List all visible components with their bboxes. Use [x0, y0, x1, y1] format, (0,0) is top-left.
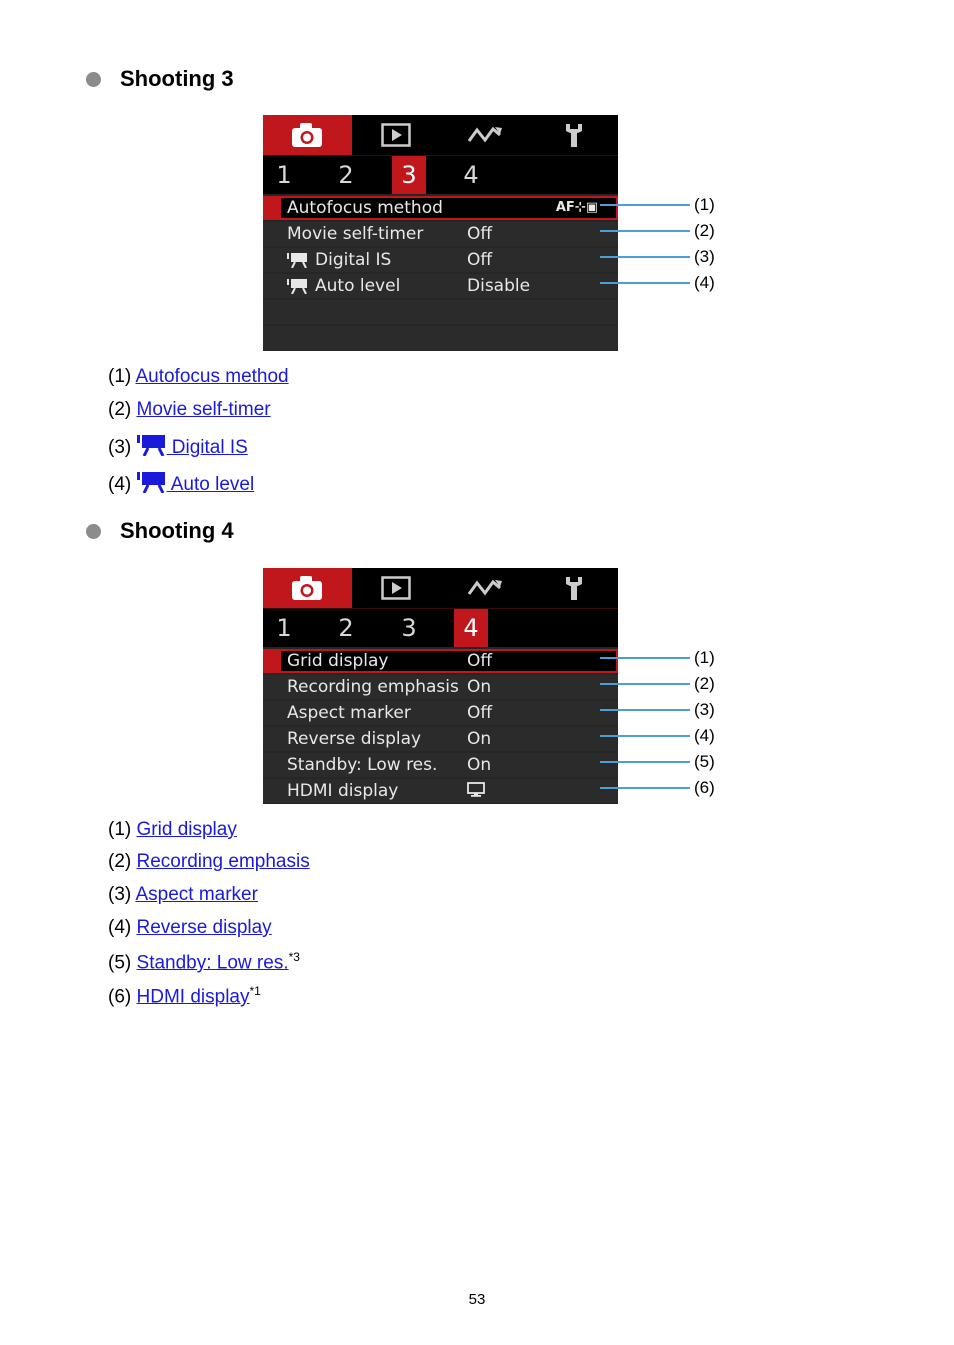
menu-page-numbers — [263, 608, 618, 647]
link-grid-display[interactable]: Grid display — [136, 819, 237, 840]
camera-icon — [290, 122, 324, 148]
page-4: 4 — [463, 161, 479, 189]
row-label: Digital IS — [315, 250, 392, 270]
section-heading-shooting-3 — [86, 66, 234, 92]
playback-tab — [352, 115, 441, 155]
page-number: 53 — [468, 1291, 486, 1308]
callout-2: (2) — [600, 674, 715, 694]
list-item: (6) HDMI display$^{*1}$ — [108, 984, 261, 1008]
list-item: (4) Reverse display — [108, 917, 272, 938]
camera-tab — [263, 115, 352, 155]
menu-row-digital-is — [263, 248, 618, 272]
play-icon — [381, 576, 411, 600]
row-value: Off — [467, 703, 493, 723]
zigzag-icon — [467, 125, 503, 145]
movie-icon — [137, 434, 167, 456]
menu-tab-bar — [263, 115, 618, 155]
camera-tab — [263, 568, 352, 608]
callout-3: (3) — [600, 700, 715, 720]
list-item: (4) Auto level — [108, 471, 254, 496]
row-value: Off — [467, 651, 493, 671]
wrench-icon — [563, 122, 585, 148]
row-value: Off — [467, 224, 493, 244]
row-value: On — [467, 755, 492, 775]
list-item: (3) Aspect marker — [108, 884, 258, 905]
row-label-wrap — [287, 248, 391, 272]
play-icon — [381, 123, 411, 147]
menu-row-standby-low-res — [263, 753, 618, 777]
page-3: 3 — [392, 156, 426, 194]
section-title: Shooting 4 — [120, 518, 234, 543]
row-label: Recording emphasis — [287, 677, 459, 697]
row-value: Off — [467, 250, 493, 270]
zigzag-icon — [467, 578, 503, 598]
callout-4: (4) — [600, 726, 715, 746]
row-value: Disable — [467, 276, 531, 296]
row-value: On — [467, 729, 492, 749]
menu-row-movie-self-timer — [263, 222, 618, 246]
row-value: AF⊹▣ — [555, 200, 598, 215]
page-2: 2 — [338, 161, 354, 189]
row-value: On — [467, 677, 492, 697]
link-reverse-display[interactable]: Reverse display — [136, 917, 272, 938]
bullet-icon — [86, 72, 101, 87]
callout-5: (5) — [600, 752, 715, 772]
setup-tab — [529, 568, 618, 608]
link-recording-emphasis[interactable]: Recording emphasis — [136, 851, 310, 872]
link-aspect-marker[interactable]: Aspect marker — [135, 884, 258, 905]
menu-tab-bar — [263, 568, 618, 608]
custom-tab — [441, 115, 530, 155]
menu-row-autofocus-method — [263, 196, 618, 220]
page-4: 4 — [454, 609, 488, 647]
movie-icon — [287, 278, 309, 294]
page-1: 1 — [276, 614, 292, 642]
custom-tab — [441, 568, 530, 608]
row-value — [467, 779, 485, 803]
section-heading-shooting-4 — [86, 518, 234, 544]
callout-6: (6) — [600, 778, 715, 798]
list-item: (1) Autofocus method — [108, 366, 289, 387]
row-label: Auto level — [315, 276, 401, 296]
menu-row-empty — [263, 326, 618, 350]
link-standby-low-res[interactable]: Standby: Low res. — [136, 952, 289, 974]
row-label: Reverse display — [287, 729, 422, 749]
setup-tab — [529, 115, 618, 155]
menu-row-recording-emphasis — [263, 675, 618, 699]
playback-tab — [352, 568, 441, 608]
list-item: (5) Standby: Low res.$^{*3}$ — [108, 950, 300, 974]
callout-3: (3) — [600, 247, 715, 267]
menu-page-numbers — [263, 155, 618, 194]
wrench-icon — [563, 575, 585, 601]
callout-2: (2) — [600, 221, 715, 241]
camera-menu-screenshot-shooting-4 — [263, 568, 618, 804]
menu-row-empty — [263, 300, 618, 324]
menu-row-hdmi-display — [263, 779, 618, 803]
page-2: 2 — [338, 614, 354, 642]
movie-icon — [137, 471, 167, 493]
list-item: (2) Recording emphasis — [108, 851, 310, 872]
movie-icon — [287, 252, 309, 268]
monitor-icon — [467, 782, 485, 798]
menu-row-reverse-display — [263, 727, 618, 751]
callout-1: (1) — [600, 195, 715, 215]
row-label: Standby: Low res. — [287, 755, 438, 775]
link-movie-self-timer[interactable]: Movie self-timer — [136, 399, 271, 420]
row-label-wrap — [287, 274, 400, 298]
camera-icon — [290, 575, 324, 601]
link-digital-is[interactable]: Digital IS — [166, 437, 248, 458]
menu-row-grid-display — [263, 649, 618, 673]
menu-row-aspect-marker — [263, 701, 618, 725]
section-title: Shooting 3 — [120, 66, 234, 91]
link-hdmi-display[interactable]: HDMI display — [136, 986, 250, 1008]
page-1: 1 — [276, 161, 292, 189]
page-3: 3 — [401, 614, 417, 642]
footnote-mark: *1 — [249, 984, 261, 998]
row-label: Grid display — [287, 651, 389, 671]
link-auto-level[interactable]: Auto level — [166, 474, 255, 495]
camera-menu-screenshot-shooting-3 — [263, 115, 618, 351]
bullet-icon — [86, 524, 101, 539]
menu-row-auto-level — [263, 274, 618, 298]
callout-4: (4) — [600, 273, 715, 293]
list-item: (2) Movie self-timer — [108, 399, 271, 420]
callout-1: (1) — [600, 648, 715, 668]
list-item: (3) Digital IS — [108, 434, 248, 459]
link-autofocus-method[interactable]: Autofocus method — [135, 366, 289, 387]
list-item: (1) Grid display — [108, 819, 237, 840]
row-label: Autofocus method — [287, 198, 443, 218]
footnote-mark: *3 — [288, 950, 300, 964]
row-label: HDMI display — [287, 781, 399, 801]
row-label: Aspect marker — [287, 703, 411, 723]
row-label: Movie self-timer — [287, 224, 424, 244]
